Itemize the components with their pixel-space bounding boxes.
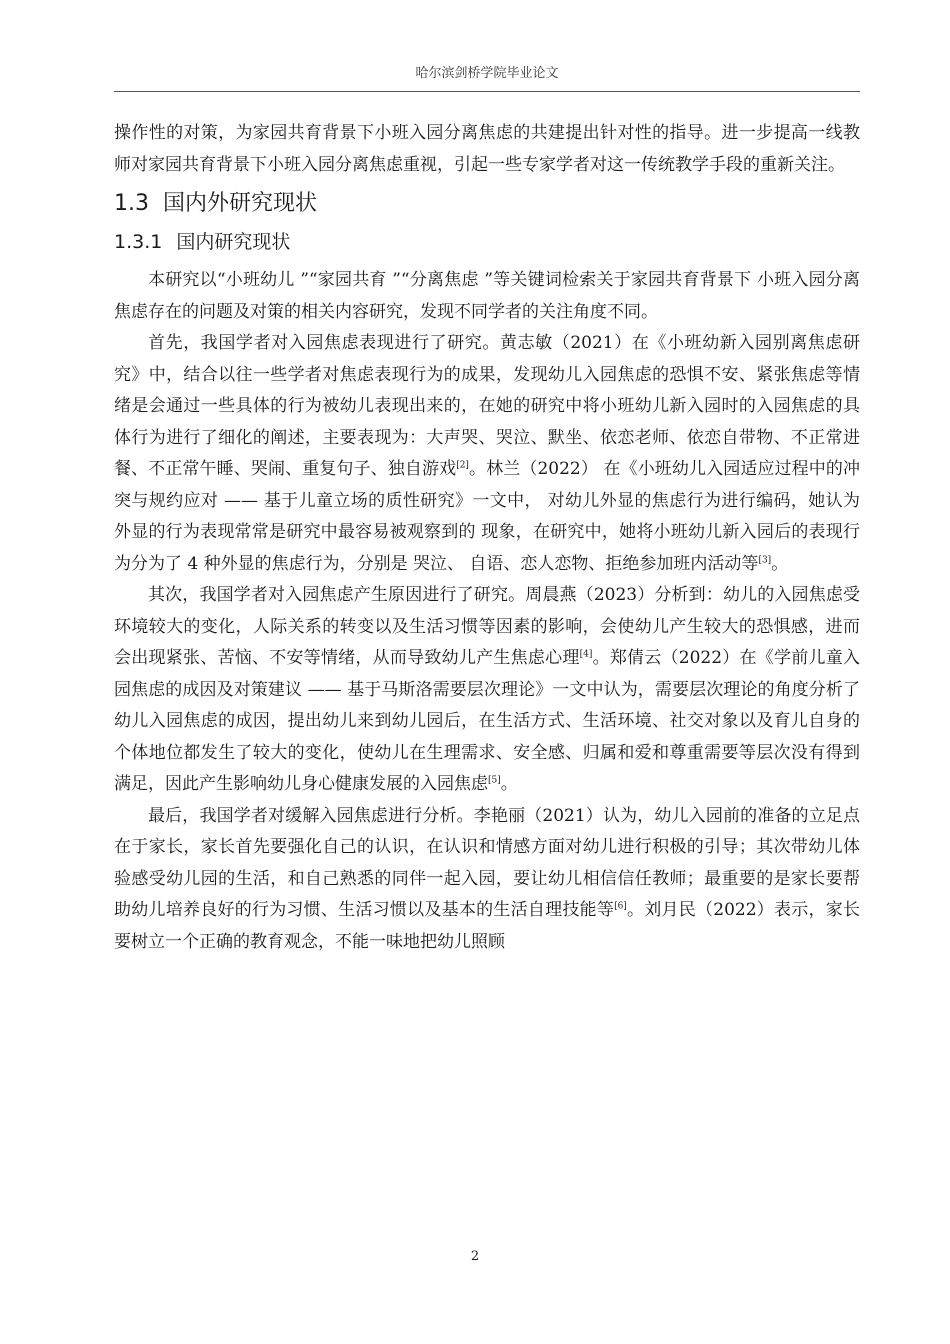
text-run: 。 <box>771 553 789 574</box>
citation-ref-2: [2] <box>456 460 469 471</box>
subsection-heading <box>114 227 860 257</box>
running-header: 哈尔滨剑桥学院毕业论文 <box>114 62 860 92</box>
text-run: 最后，我国学者对缓解入园焦虑进行分析。李艳丽（2021）认为，幼儿入园前的准备的立足点在于家长，家长首先要强化自己的认识，在认识和情感方面对幼儿进行积极的引导；其次带幼儿体验感受幼儿园的生活，和自己熟悉的同伴一起入园，要让幼儿相信信任教师；最重要的是家长要帮助幼儿培养良好的行为习惯、生活习惯以及基本的生活自理技能等 <box>114 805 860 920</box>
section-title: 国内外研究现状 <box>163 191 318 216</box>
citation-ref-4: [4] <box>579 649 593 660</box>
paragraph-intro: 本研究以“小班幼儿 ”“家园共育 ”“分离焦虑 ”等关键词检索关于家园共育背景下 小班入园分离焦虑存在的问题及对策的相关内容研究，发现不同学者的关注角度不同。 <box>114 270 860 322</box>
paragraph-manifestation <box>114 328 860 580</box>
paragraph-causes <box>114 580 860 801</box>
text-run: 其次，我国学者对入园焦虑产生原因进行了研究。周晨燕（2023）分析到：幼儿的入园焦虑受环境较大的变化，人际关系的转变以及生活习惯等因素的影响，会使幼儿产生较大的恐惧感，进而会出现紧张、苦恼、不安等情绪，从而导致幼儿产生焦虑心理 <box>114 585 860 668</box>
citation-ref-6: [6] <box>614 901 627 912</box>
subsection-title: 国内研究现状 <box>176 231 291 253</box>
subsection-number: 1.3.1 <box>114 231 163 253</box>
citation-ref-3: [3] <box>758 554 772 565</box>
section-heading <box>114 189 860 219</box>
page-number: 2 <box>470 1249 480 1264</box>
text-run: 首先，我国学者对入园焦虑表现进行了研究。黄志敏（2021）在《小班幼新入园别离焦虑研究》中，结合以往一些学者对焦虑表现行为的成果，发现幼儿入园焦虑的恐惧不安、紧张焦虑等情绪是会通过一些具体的行为被幼儿表现出来的，在她的研究中将小班幼儿新入园时的入园焦虑的具体行为进行了细化的阐述，主要表现为：大声哭、哭泣、默坐、依恋老师、依恋自带物、不正常进餐、不正常午睡、哭闹、重复句子、独自游戏 <box>114 333 860 479</box>
paragraph-continued: 操作性的对策，为家园共育背景下小班入园分离焦虑的共建提出针对性的指导。进一步提高一线教师对家园共育背景下小班入园分离焦虑重视，引起一些专家学者对这一传统教学手段的重新关注。 <box>114 123 860 175</box>
paragraph-relief <box>114 801 860 959</box>
text-run: 。刘月民（2022）表示，家长要树立一个正确的教育观念，不能一味地把幼儿照顾 <box>114 900 860 952</box>
page-body <box>114 118 860 958</box>
text-run: 。林兰（2022） 在《小班幼儿入园适应过程中的冲突与规约应对 —— 基于儿童立场的质性研究》一文中， 对幼儿外显的焦虑行为进行编码，她认为外显的行为表现常常是研究中最容易被观察到的 现象，在研究中，她将小班幼儿新入园后的表现行为分为了 4 种外显的焦虑行为，分别是 哭泣、 自语、恋人恋物、拒绝参加班内活动等 <box>114 459 861 574</box>
text-run: 。郑倩云（2022）在《学前儿童入园焦虑的成因及对策建议 —— 基于马斯洛需要层次理论》一文中认为，需要层次理论的角度分析了幼儿入园焦虑的成因，提出幼儿来到幼儿园后，在生活方式、生活环境、社交对象以及育儿自身的个体地位都发生了较大的变化，使幼儿在生理需求、安全感、归属和爱和尊重需要等层次没有得到满足，因此产生影响幼儿身心健康发展的入园焦虑 <box>114 648 861 794</box>
section-number: 1.3 <box>114 191 149 216</box>
text-run: 。 <box>500 774 518 794</box>
citation-ref-5: [5] <box>488 775 501 786</box>
